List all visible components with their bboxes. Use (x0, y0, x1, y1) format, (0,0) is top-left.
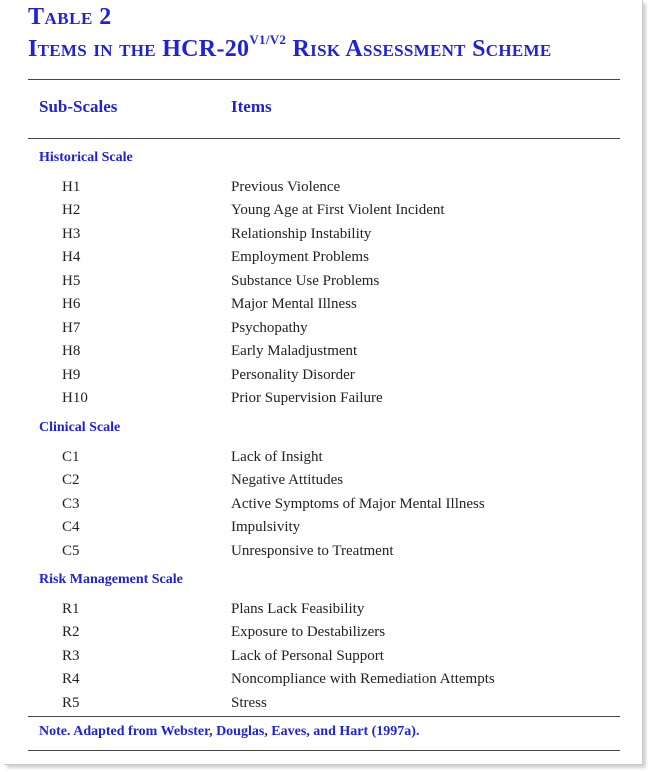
row-item: Relationship Instability (231, 226, 372, 242)
table-title (28, 32, 552, 63)
header-rule (28, 138, 620, 139)
table-title-superscript: V1/V2 (249, 32, 287, 47)
bottom-rule (28, 716, 620, 717)
row-item: Stress (231, 695, 267, 711)
row-item: Personality Disorder (231, 367, 355, 383)
row-code: H10 (62, 390, 88, 406)
row-item: Negative Attitudes (231, 472, 344, 488)
row-code: R2 (62, 624, 80, 640)
document-page (4, 0, 643, 765)
row-item: Impulsivity (231, 519, 301, 535)
row-code: C3 (62, 496, 80, 512)
table-title-rest: Risk Assessment Scheme (286, 36, 552, 62)
row-item: Previous Violence (231, 179, 341, 195)
row-item: Unresponsive to Treatment (231, 543, 394, 559)
row-item: Exposure to Destabilizers (231, 624, 386, 640)
row-item: Active Symptoms of Major Mental Illness (231, 496, 485, 512)
row-code: C4 (62, 519, 80, 535)
table-note: Note. Adapted from Webster, Douglas, Eaves, and Hart (1997a). (39, 724, 420, 739)
row-item: Lack of Personal Support (231, 648, 384, 664)
row-item: Employment Problems (231, 249, 369, 265)
section-risk-management-scale: Risk Management Scale (39, 572, 183, 587)
row-code: H4 (62, 249, 81, 265)
row-code: H1 (62, 179, 81, 195)
row-code: H7 (62, 320, 81, 336)
row-code: R4 (62, 671, 80, 687)
row-code: H6 (62, 296, 81, 312)
top-rule (28, 79, 620, 80)
section-clinical-scale: Clinical Scale (39, 420, 121, 435)
row-code: R3 (62, 648, 80, 664)
row-item: Major Mental Illness (231, 296, 357, 312)
row-item: Young Age at First Violent Incident (231, 202, 445, 218)
row-code: H8 (62, 343, 81, 359)
row-item: Psychopathy (231, 320, 308, 336)
row-item: Substance Use Problems (231, 273, 380, 289)
section-historical-scale: Historical Scale (39, 150, 133, 165)
row-item: Noncompliance with Remediation Attempts (231, 671, 495, 687)
row-item: Early Maladjustment (231, 343, 358, 359)
row-item: Lack of Insight (231, 449, 323, 465)
row-code: H5 (62, 273, 81, 289)
column-header-subscales: Sub-Scales (39, 97, 118, 116)
row-code: C5 (62, 543, 80, 559)
row-item: Plans Lack Feasibility (231, 601, 365, 617)
row-code: R1 (62, 601, 80, 617)
row-code: H3 (62, 226, 81, 242)
row-code: R5 (62, 695, 80, 711)
table-number: Table 2 (28, 4, 112, 30)
table-title-main: Items in the HCR-20 (28, 36, 250, 62)
column-header-items: Items (231, 97, 272, 116)
footer-rule (28, 750, 620, 751)
row-code: H2 (62, 202, 81, 218)
row-code: H9 (62, 367, 81, 383)
row-code: C2 (62, 472, 80, 488)
row-item: Prior Supervision Failure (231, 390, 383, 406)
row-code: C1 (62, 449, 80, 465)
